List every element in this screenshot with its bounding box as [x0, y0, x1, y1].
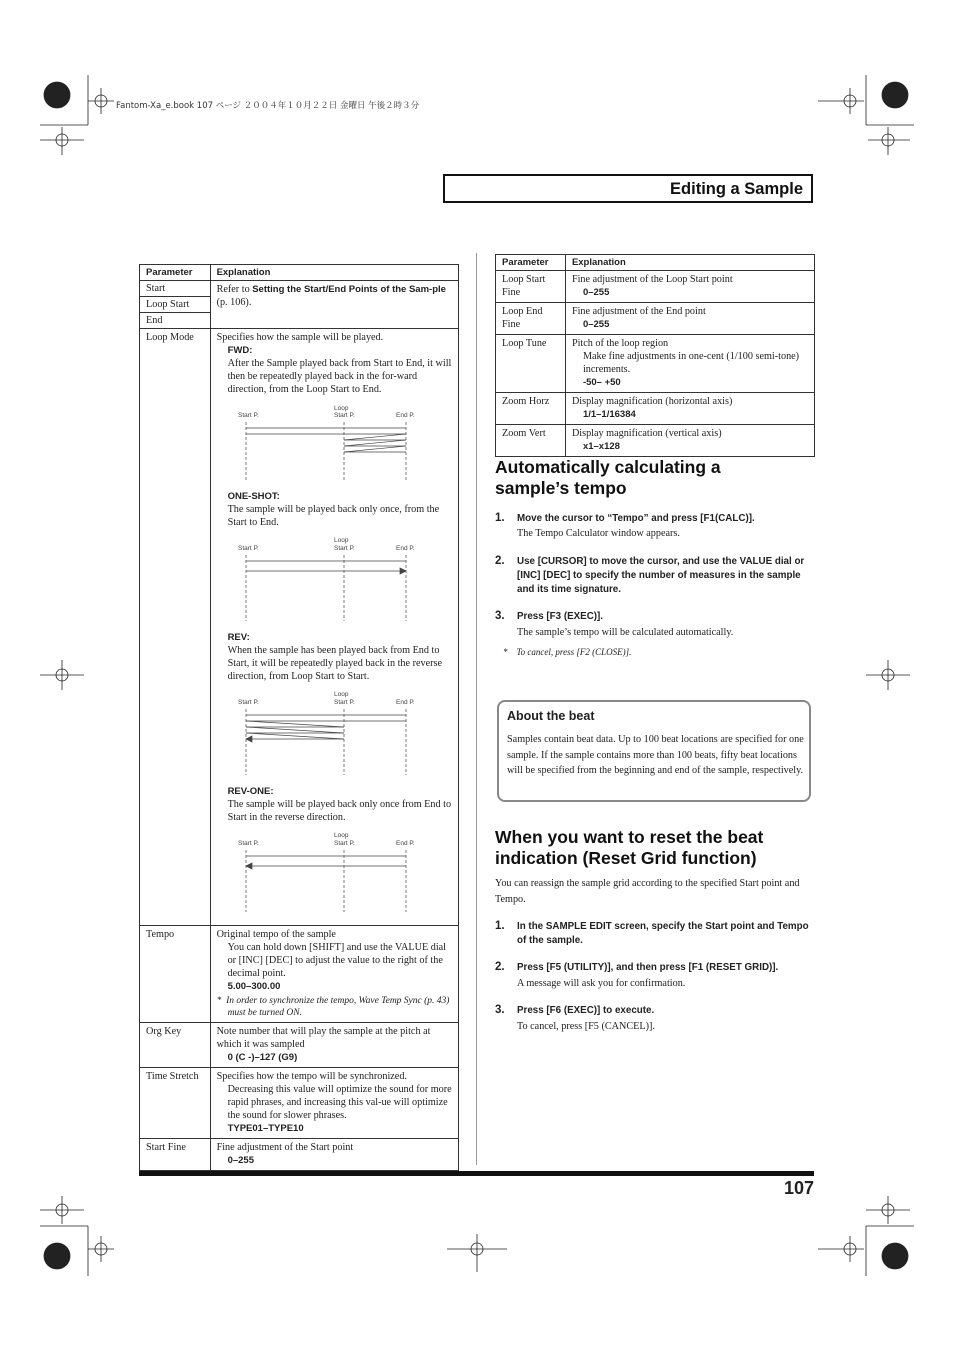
row-desc: Pitch of the loop region	[571, 338, 669, 349]
table-row	[140, 1023, 459, 1068]
loop-diagram-rev	[238, 691, 438, 777]
diagram-label: Start P.	[237, 545, 259, 552]
diagram-label: End P.	[395, 545, 415, 552]
diagram-label: Loop	[333, 832, 349, 839]
right-parameter-table	[495, 254, 815, 457]
param-start-fine: Start Fine	[140, 1139, 211, 1171]
page-footer-bar	[139, 1171, 814, 1176]
step-desc: The Tempo Calculator window appears.	[517, 528, 680, 539]
param-tempo: Tempo	[140, 926, 211, 1023]
row-desc: Fine adjustment of the End point	[571, 306, 706, 317]
expl-zoom-vert	[565, 425, 814, 457]
loop-diagram-one-shot	[238, 537, 438, 623]
step-desc: The sample’s tempo will be calculated automatically.	[517, 627, 734, 638]
tempo-line1: Original tempo of the sample	[216, 929, 336, 940]
left-parameter-table	[139, 264, 459, 1171]
param-loop-tune: Loop Tune	[496, 335, 566, 393]
expl-start-group	[210, 281, 458, 329]
step-text: Use [CURSOR] to move the cursor, and use the VALUE dial or [INC] [DEC] to specify the number of measures in the sample and its time signature.	[517, 556, 805, 595]
expl-loop-end-fine	[565, 303, 814, 335]
time-stretch-value-range: TYPE01–TYPE10	[227, 1123, 304, 1134]
expl-time-stretch	[210, 1068, 458, 1139]
param-org-key: Org Key	[140, 1023, 211, 1068]
time-stretch-line1: Specifies how the tempo will be synchronized.	[216, 1071, 407, 1082]
mode-desc-one-shot: The sample will be played back only once, from the Start to End.	[227, 504, 440, 528]
column-divider	[476, 253, 477, 1165]
header-parameter: Parameter	[140, 265, 211, 281]
table-row	[140, 1139, 459, 1171]
row-value-range: 0–255	[582, 319, 610, 330]
mode-desc-rev: When the sample has been played back from End to Start, it will be repeatedly played back in the reverse direction, from Loop Start to Start.	[227, 645, 442, 682]
param-zoom-vert: Zoom Vert	[496, 425, 566, 457]
diagram-label: Start P.	[333, 545, 355, 552]
diagram-label: End P.	[395, 699, 415, 706]
diagram-label: Start P.	[333, 699, 355, 706]
table-row	[140, 281, 459, 329]
param-end: End	[146, 315, 163, 326]
table-row	[140, 329, 459, 926]
mode-name-rev: REV:	[227, 632, 250, 643]
step-number: 2.	[495, 961, 505, 973]
about-beat-body: Samples contain beat data. Up to 100 beat locations are specified for one sample. If the sample contains more than 100 beats, fifty beat locations will be specified from the beginning and end of the sample, respectively.	[507, 734, 804, 776]
reset-grid-intro: You can reassign the sample grid according to the specified Start point and Tempo.	[495, 878, 800, 905]
step-number: 1.	[495, 920, 505, 932]
diagram-label: Start P.	[333, 840, 355, 847]
header-explanation: Explanation	[210, 265, 458, 281]
step-text: Move the cursor to “Tempo” and press [F1(CALC)].	[517, 513, 755, 524]
row-extra: Make fine adjustments in one-cent (1/100 semi-tone) increments.	[582, 351, 800, 375]
time-stretch-line2: Decreasing this value will optimize the sound for more rapid phrases, and increasing this val-ue will optimize the sound for slower phrases.	[227, 1084, 452, 1121]
row-desc: Fine adjustment of the Loop Start point	[571, 274, 733, 285]
diagram-label: Start P.	[237, 840, 259, 847]
table-row	[496, 303, 815, 335]
expl-refer-link: Setting the Start/End Points of the Sam-ple	[252, 284, 446, 295]
diagram-label: Loop	[333, 691, 349, 698]
step-text: Press [F5 (UTILITY)], and then press [F1 (RESET GRID)].	[517, 962, 779, 973]
diagram-label: Start P.	[333, 412, 355, 419]
table-row	[496, 393, 815, 425]
step-number: 2.	[495, 555, 505, 567]
diagram-label: Start P.	[237, 699, 259, 706]
page-number: 107	[783, 1178, 814, 1198]
note-text: To cancel, press [F2 (CLOSE)].	[516, 647, 632, 657]
expl-start-fine	[210, 1139, 458, 1171]
header-parameter: Parameter	[496, 255, 566, 271]
loop-diagram-fwd	[238, 404, 438, 482]
row-desc: Display magnification (vertical axis)	[571, 428, 722, 439]
expl-loop-mode	[210, 329, 458, 926]
mode-name-one-shot: ONE-SHOT:	[227, 491, 280, 502]
tempo-note-text: In order to synchronize the tempo, Wave Temp Sync (p. 43) must be turned ON.	[226, 996, 450, 1018]
heading-tempo-calc: Automatically calculating a sample’s tempo	[495, 457, 721, 498]
mode-desc-fwd: After the Sample played back from Start to End, it will then be repeatedly played back in the for-ward direction, from the Loop Start to End.	[227, 358, 452, 395]
row-value-range: 1/1–1/16384	[582, 409, 636, 420]
expl-org-key	[210, 1023, 458, 1068]
header-explanation: Explanation	[565, 255, 814, 271]
diagram-label: End P.	[395, 412, 415, 419]
mode-name-rev-one: REV-ONE:	[227, 786, 274, 797]
section-title-box	[443, 174, 813, 203]
org-key-desc: Note number that will play the sample at the pitch at which it was sampled	[216, 1026, 431, 1050]
param-time-stretch: Time Stretch	[140, 1068, 211, 1139]
org-key-value-range: 0 (C -)–127 (G9)	[227, 1052, 298, 1063]
expl-zoom-horz	[565, 393, 814, 425]
heading-reset-grid: When you want to reset the beat indication (Reset Grid function)	[495, 827, 764, 868]
about-beat-box	[497, 700, 811, 802]
start-fine-desc: Fine adjustment of the Start point	[216, 1142, 354, 1153]
table-row	[140, 926, 459, 1023]
mode-name-fwd: FWD:	[227, 345, 253, 356]
row-value-range: -50– +50	[582, 377, 621, 388]
diagram-label: Loop	[333, 405, 349, 412]
row-value-range: 0–255	[582, 287, 610, 298]
tempo-value-range: 5.00–300.00	[227, 981, 281, 992]
diagram-label: Loop	[333, 537, 349, 544]
file-header: Fantom-Xa_e.book 107 ページ ２００４年１０月２２日 金曜日 午後２時３分	[116, 101, 420, 111]
step-number: 3.	[495, 1004, 505, 1016]
param-loop-start: Loop Start	[140, 297, 210, 313]
step-desc: To cancel, press [F5 (CANCEL)].	[517, 1021, 655, 1032]
tempo-line2: You can hold down [SHIFT] and use the VALUE dial or [INC] [DEC] to adjust the value to the right of the decimal point.	[227, 942, 447, 979]
step-desc: A message will ask you for confirmation.	[517, 978, 686, 989]
param-loop-mode: Loop Mode	[140, 329, 211, 926]
mode-desc-rev-one: The sample will be played back only once from End to Start in the reverse direction.	[227, 799, 452, 823]
start-fine-value-range: 0–255	[227, 1155, 254, 1166]
expl-refer-suffix: (p. 106).	[216, 297, 252, 308]
table-row	[140, 1068, 459, 1139]
step-number: 3.	[495, 610, 505, 622]
param-loop-start-fine: Loop Start Fine	[496, 271, 566, 303]
table-row	[496, 335, 815, 393]
param-zoom-horz: Zoom Horz	[496, 393, 566, 425]
table-row	[496, 271, 815, 303]
step-text: In the SAMPLE EDIT screen, specify the Start point and Tempo of the sample.	[517, 921, 809, 946]
table-header-row	[140, 265, 459, 281]
expl-tempo	[210, 926, 458, 1023]
step-number: 1.	[495, 512, 505, 524]
section-title: Editing a Sample	[670, 180, 803, 198]
loop-diagram-rev-one	[238, 832, 438, 914]
expl-refer-prefix: Refer to	[216, 284, 253, 295]
row-value-range: x1–x128	[582, 441, 620, 452]
param-start: Start	[140, 281, 210, 297]
diagram-label: End P.	[395, 840, 415, 847]
step-text: Press [F3 (EXEC)].	[517, 611, 604, 622]
about-beat-title: About the beat	[507, 709, 595, 723]
table-row	[496, 425, 815, 457]
expl-loop-tune	[565, 335, 814, 393]
param-loop-end-fine: Loop End Fine	[496, 303, 566, 335]
step-text: Press [F6 (EXEC)] to execute.	[517, 1005, 655, 1016]
diagram-label: Start P.	[237, 412, 259, 419]
table-header-row	[496, 255, 815, 271]
row-desc: Display magnification (horizontal axis)	[571, 396, 733, 407]
loop-mode-intro: Specifies how the sample will be played.	[216, 332, 384, 343]
tempo-note: * In order to synchronize the tempo, Wave Temp Sync (p. 43) must be turned ON.	[216, 996, 450, 1018]
tempo-cancel-note: * To cancel, press [F2 (CLOSE)].	[503, 647, 632, 657]
param-cell-start-group	[140, 281, 211, 329]
expl-loop-start-fine	[565, 271, 814, 303]
